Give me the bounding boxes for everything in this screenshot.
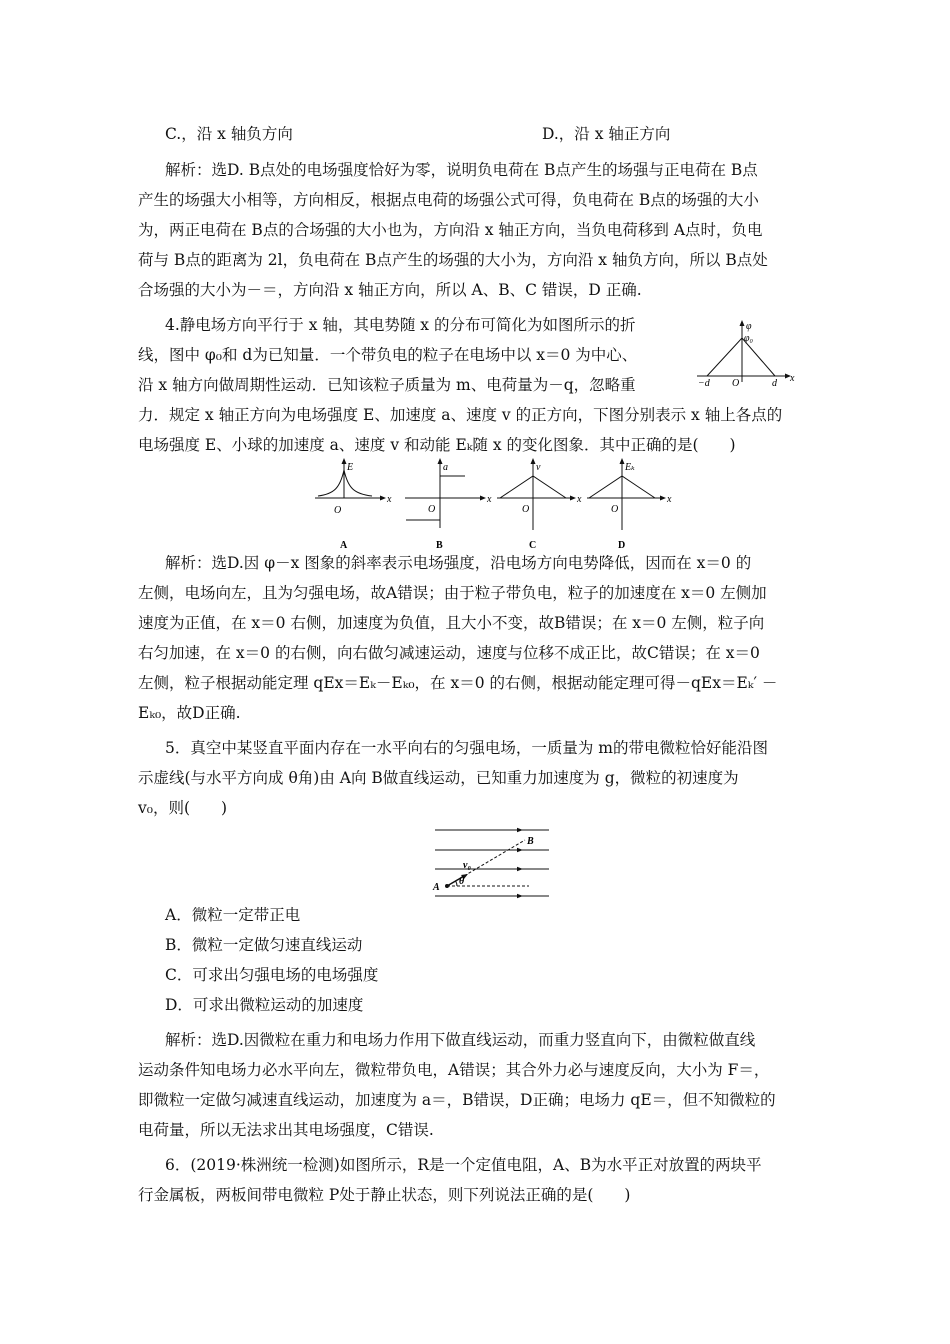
option-graphs: [310, 458, 690, 552]
q4-analysis-line: 左侧，电场向左，且为匀强电场，故A错误；由于粒子带负电，粒子的加速度在 x＝0 左侧加: [138, 584, 767, 602]
phi-axis-label: φ: [746, 321, 752, 332]
q4-analysis-line: 解析：选D.因 φ－x 图象的斜率表示电场强度，沿电场方向电势降低，因而在 x＝0 的: [165, 554, 752, 572]
phi0-label: φ₀: [744, 333, 754, 344]
graph-d-x: x: [667, 494, 672, 505]
x-axis-label: x: [790, 373, 795, 384]
q5-analysis-line: 即微粒一定做匀减速直线运动，加速度为 a＝，B错误，D正确；电场力 qE＝，但不知微粒的: [138, 1091, 776, 1109]
graph-a-axis: E: [347, 462, 354, 473]
graph-c-axis: v: [536, 462, 541, 473]
q3-analysis-line: 为，两正电荷在 B点的合场强的大小也为，方向沿 x 轴正方向，当负电荷移到 A点时，负电: [138, 221, 763, 239]
q5-option-b: B．微粒一定做匀速直线运动: [165, 936, 363, 954]
q4-analysis-line: 右匀加速，在 x＝0 的右侧，向右做匀减速运动，速度与位移不成正比，故C错误；在 x＝0: [138, 644, 760, 662]
graph-a-label: A: [340, 540, 348, 551]
q5-analysis-line: 解析：选D.因微粒在重力和电场力作用下做直线运动，而重力竖直向下，由微粒做直线: [165, 1031, 756, 1049]
q5-option-a: A．微粒一定带正电: [165, 906, 301, 924]
graph-b-label: B: [436, 540, 443, 551]
graph-b-axis: a: [443, 462, 448, 473]
origin-label: O: [732, 378, 740, 386]
graph-d-label: D: [618, 540, 626, 551]
q5-stem-line: 5．真空中某竖直平面内存在一水平向右的匀强电场，一质量为 m的带电微粒恰好能沿图: [165, 739, 768, 757]
q4-analysis-line: Eₖ₀，故D正确.: [138, 704, 241, 722]
graph-b: [405, 458, 492, 551]
graph-a-o: O: [334, 505, 342, 516]
graph-d-o: O: [611, 504, 619, 515]
graph-c-x: x: [577, 494, 582, 505]
q6-stem-line: 行金属板，两板间带电微粒 P处于静止状态，则下列说法正确的是( ): [138, 1186, 631, 1204]
q5-analysis-line: 电荷量，所以无法求出其电场强度，C错误.: [138, 1121, 434, 1139]
graph-c-o: O: [522, 504, 530, 515]
v0-label: v₀: [463, 860, 471, 871]
graph-b-x: x: [487, 494, 492, 505]
q3-analysis-line: 解析：选D. B点处的电场强度恰好为零，说明负电荷在 B点产生的场强与正电荷在 B点: [165, 161, 758, 179]
neg-d-label: −d: [698, 378, 710, 386]
q5-option-d: D．可求出微粒运动的加速度: [165, 996, 364, 1014]
q5-option-c: C．可求出匀强电场的电场强度: [165, 966, 379, 984]
q4-stem-line: 线，图中 φ₀和 d为已知量．一个带负电的粒子在电场中以 x＝0 为中心、: [138, 346, 638, 364]
graph-c-label: C: [529, 540, 537, 551]
q4-stem-line: 力．规定 x 轴正方向为电场强度 E、加速度 a、速度 v 的正方向，下图分别表示 x 轴上各点的: [138, 406, 783, 424]
q4-analysis-line: 速度为正值，在 x＝0 右侧，加速度为负值，且大小不变，故B错误；在 x＝0 左侧，粒子向: [138, 614, 765, 632]
q5-stem-line: v₀，则( ): [138, 799, 228, 817]
q5-stem-line: 示虚线(与水平方向成 θ角)由 A向 B做直线运动，已知重力加速度为 g，微粒的初速度为: [138, 769, 739, 787]
q4-analysis-line: 左侧，粒子根据动能定理 qEx＝Eₖ－Eₖ₀，在 x＝0 的右侧，根据动能定理可得－qEx＝Eₖ′ －: [138, 674, 778, 692]
q3-analysis-line: 合场强的大小为－＝，方向沿 x 轴正方向，所以 A、B、C 错误，D 正确.: [138, 281, 642, 299]
q3-analysis-line: 荷与 B点的距离为 2l，负电荷在 B点产生的场强的大小为，方向沿 x 轴负方向，所以 B点处: [138, 251, 768, 269]
theta-label: θ: [459, 876, 465, 887]
graph-c: [497, 458, 582, 551]
q3-analysis-line: 产生的场强大小相等，方向相反，根据点电荷的场强公式可得，负电荷在 B点的场强的大小: [138, 191, 759, 209]
q6-stem-line: 6．(2019·株洲统一检测)如图所示，R是一个定值电阻，A、B为水平正对放置的两块平: [165, 1156, 762, 1174]
q4-stem-line: 电场强度 E、小球的加速度 a、速度 v 和动能 Eₖ随 x 的变化图象．其中正确的是( ): [138, 436, 736, 454]
graph-a: [315, 458, 392, 551]
q5-analysis-line: 运动条件知电场力必水平向左，微粒带负电，A错误；其合外力必与速度反向，大小为 F＝，: [138, 1061, 770, 1079]
option-c: C.，沿 x 轴负方向: [165, 125, 293, 143]
q4-stem-line: 4.静电场方向平行于 x 轴，其电势随 x 的分布可简化为如图所示的折: [165, 316, 636, 334]
point-b-label: B: [527, 836, 534, 847]
graph-a-x: x: [387, 494, 392, 505]
point-a-label: A: [433, 882, 440, 893]
d-label: d: [772, 378, 777, 386]
phi-x-graph: [695, 318, 800, 386]
option-d: D.，沿 x 轴正方向: [542, 125, 671, 143]
graph-d: [587, 458, 672, 551]
graph-b-o: O: [428, 504, 436, 515]
q4-stem-line: 沿 x 轴方向做周期性运动．已知该粒子质量为 m、电荷量为－q，忽略重: [138, 376, 636, 394]
graph-d-axis: Eₖ: [625, 462, 635, 473]
field-lines-figure: [425, 826, 555, 900]
